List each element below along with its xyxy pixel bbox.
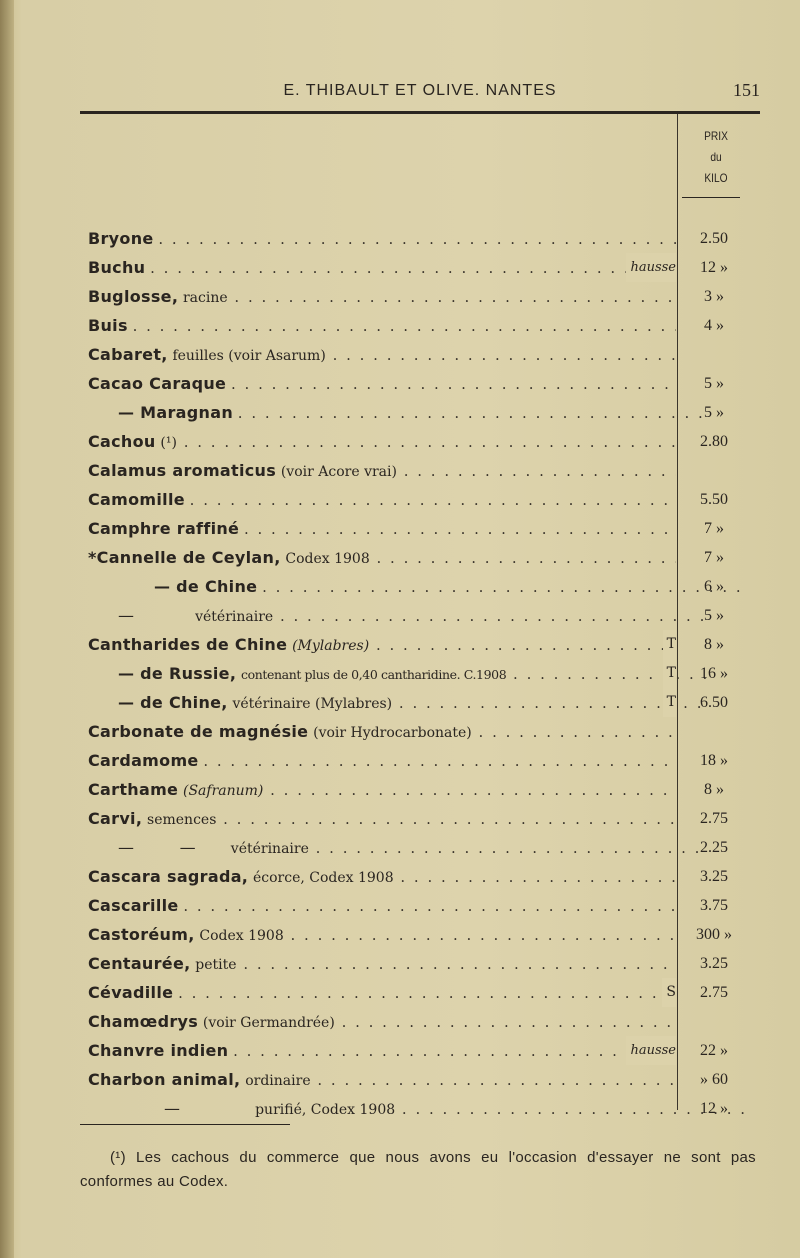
item-description: (¹): [160, 435, 177, 451]
list-item: [0, 311, 800, 340]
item-price: 18 »: [700, 752, 728, 769]
item-description: feuilles (voir Asarum): [172, 348, 326, 364]
item-name: Cévadille: [88, 983, 174, 1002]
list-item: [0, 369, 800, 398]
list-item: [0, 804, 800, 833]
item-description: contenant plus de 0,40 cantharidine. C.1908: [241, 667, 507, 682]
list-item: [0, 340, 800, 369]
item-name: Cascarille: [88, 896, 179, 915]
list-item: [0, 1036, 800, 1065]
item-price: 12 »: [700, 1100, 728, 1117]
item-mark: T: [663, 630, 676, 659]
list-item: [0, 224, 800, 253]
item-price: 5 »: [704, 375, 724, 392]
item-description: Codex 1908: [285, 551, 370, 567]
list-item: [0, 1007, 800, 1036]
item-price: 5 »: [704, 607, 724, 624]
item-description: (voir Hydrocarbonate): [313, 725, 472, 741]
item-name: Cabaret,: [88, 345, 168, 364]
item-name: Cantharides de Chine: [88, 635, 288, 654]
header-rule: [80, 111, 760, 114]
item-price: 3.75: [700, 897, 728, 914]
price-header-line2: du: [710, 150, 722, 164]
item-name: Chanvre indien: [88, 1041, 229, 1060]
item-name: Carvi,: [88, 809, 143, 828]
item-description: vétérinaire: [230, 841, 309, 857]
item-price: 4 »: [704, 317, 724, 334]
item-description: écorce, Codex 1908: [252, 870, 394, 886]
item-mark: T: [663, 688, 676, 717]
item-name: — de Chine,: [118, 693, 228, 712]
price-column-header: [687, 126, 745, 189]
running-header: [80, 80, 760, 106]
item-name: Calamus aromaticus: [88, 461, 277, 480]
item-name: Cardamome: [88, 751, 199, 770]
list-item: [0, 543, 800, 572]
item-name: Buchu: [88, 258, 146, 277]
item-price: 5 »: [704, 404, 724, 421]
item-description: ordinaire: [245, 1073, 311, 1089]
list-item: [0, 659, 800, 688]
list-item: [0, 630, 800, 659]
item-mark: T: [663, 659, 676, 688]
footnote: (¹) Les cachous du commerce que nous avons eu l'occasion d'essayer ne sont pas conformes au Codex.: [80, 1149, 756, 1190]
item-name: Cachou: [88, 432, 156, 451]
item-description: (voir Acore vrai): [280, 464, 397, 480]
list-item: [0, 891, 800, 920]
list-item: [0, 833, 800, 862]
item-description: purifié, Codex 1908: [255, 1102, 396, 1118]
item-name: Camphre raffiné: [88, 519, 240, 538]
item-name: *Cannelle de Ceylan,: [88, 548, 281, 567]
item-price: 2.75: [700, 810, 728, 827]
item-price: 2.80: [700, 433, 728, 450]
list-item: [0, 485, 800, 514]
item-name: —: [118, 606, 135, 625]
item-name: Centaurée,: [88, 954, 191, 973]
item-price: 2.50: [700, 230, 728, 247]
item-description: vétérinaire: [195, 609, 274, 625]
item-description: vétérinaire (Mylabres): [232, 696, 393, 712]
item-price: 3 »: [704, 288, 724, 305]
item-name: Cacao Caraque: [88, 374, 227, 393]
list-item: [0, 978, 800, 1007]
item-description: (Safranum): [182, 783, 264, 799]
item-price: 2.75: [700, 984, 728, 1001]
item-name: Bryone: [88, 229, 154, 248]
item-name: Charbon animal,: [88, 1070, 241, 1089]
list-item: [0, 601, 800, 630]
list-item: [0, 746, 800, 775]
item-mark: S: [662, 978, 676, 1007]
item-price: 3.25: [700, 868, 728, 885]
price-header-line3: KILO: [704, 171, 728, 185]
item-price: 300 »: [696, 926, 732, 943]
item-description: racine: [182, 290, 228, 306]
item-mark: hausse: [626, 1036, 676, 1065]
item-name: — de Chine: [154, 577, 258, 596]
header-title: E. THIBAULT ET OLIVE. NANTES: [283, 82, 557, 99]
item-description: Codex 1908: [199, 928, 284, 944]
item-price: » 60: [700, 1071, 728, 1088]
list-item: [0, 1094, 800, 1123]
item-price: 16 »: [700, 665, 728, 682]
price-header-line1: PRIX: [704, 129, 728, 143]
list-item: [0, 572, 800, 601]
item-description: (Mylabres): [292, 638, 370, 654]
item-price: 6.50: [700, 694, 728, 711]
list-item: [0, 427, 800, 456]
item-name: Cascara sagrada,: [88, 867, 249, 886]
item-name: Carbonate de magnésie: [88, 722, 309, 741]
item-price: 7 »: [704, 549, 724, 566]
list-item: [0, 775, 800, 804]
item-name: —: [164, 1099, 181, 1118]
item-name: — —: [118, 838, 196, 857]
item-price: 12 »: [700, 259, 728, 276]
item-price: 6 »: [704, 578, 724, 595]
item-price: 8 »: [704, 636, 724, 653]
list-item: [0, 862, 800, 891]
page-number: 151: [733, 80, 760, 100]
item-description: petite: [195, 957, 237, 973]
list-item: [0, 456, 800, 485]
list-item: [0, 949, 800, 978]
item-name: Carthame: [88, 780, 179, 799]
list-item: [0, 688, 800, 717]
item-price: 8 »: [704, 781, 724, 798]
item-name: Buglosse,: [88, 287, 179, 306]
item-name: Buis: [88, 316, 128, 335]
list-item: [0, 920, 800, 949]
list-item: [0, 514, 800, 543]
list-item: [0, 282, 800, 311]
list-item: [0, 1065, 800, 1094]
item-name: Chamœdrys: [88, 1012, 199, 1031]
item-price: 3.25: [700, 955, 728, 972]
list-item: [0, 717, 800, 746]
item-name: Camomille: [88, 490, 185, 509]
list-item: [0, 253, 800, 282]
item-name: Castoréum,: [88, 925, 195, 944]
item-name: — de Russie,: [118, 664, 237, 683]
item-mark: hausse: [626, 253, 676, 282]
item-price: 7 »: [704, 520, 724, 537]
list-item: [0, 398, 800, 427]
item-price: 5.50: [700, 491, 728, 508]
footnote-rule: [80, 1124, 290, 1125]
item-price: 22 »: [700, 1042, 728, 1059]
item-description: (voir Germandrée): [202, 1015, 335, 1031]
item-description: semences: [147, 812, 217, 828]
item-name: — Maragnan: [118, 403, 234, 422]
item-price: 2.25: [700, 839, 728, 856]
price-header-rule: [682, 197, 740, 198]
